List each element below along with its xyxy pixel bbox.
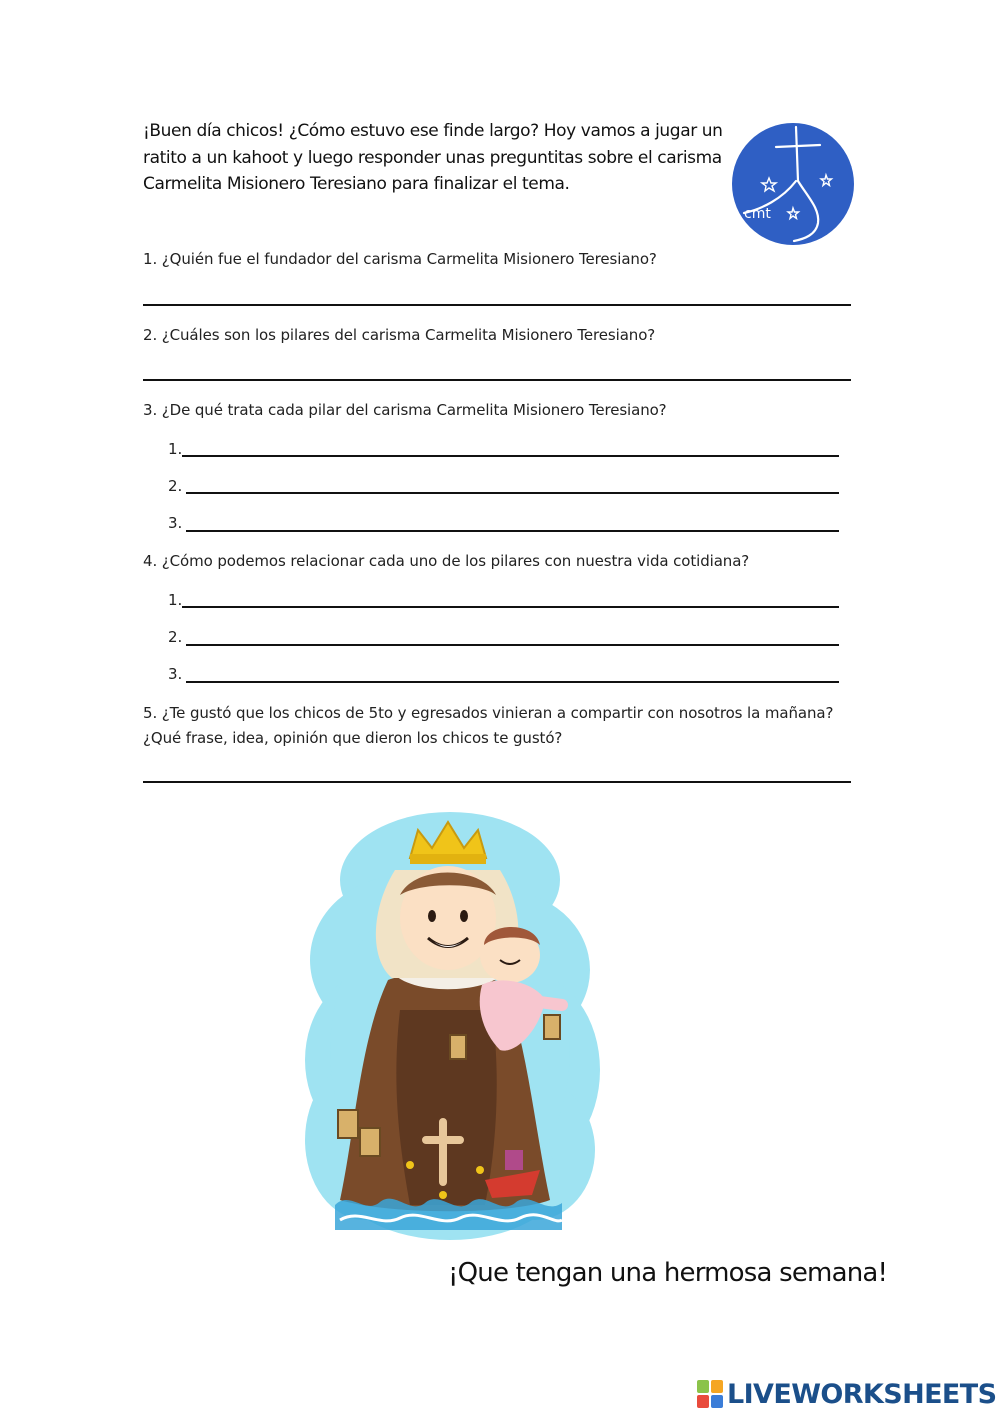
answer-5-line bbox=[143, 781, 851, 783]
cmt-logo-icon bbox=[732, 123, 854, 245]
answer-4-2-line bbox=[186, 644, 839, 646]
intro-line: Carmelita Misionero Teresiano para finalizar el tema. bbox=[143, 174, 570, 194]
sub-number: 1. bbox=[168, 591, 183, 609]
answer-4-3-input[interactable] bbox=[190, 659, 836, 681]
intro-text bbox=[143, 118, 723, 198]
virgin-carmen-illustration-icon bbox=[300, 810, 600, 1260]
sub-number: 1. bbox=[168, 440, 183, 458]
question-4: 4. ¿Cómo podemos relacionar cada uno de los pilares con nuestra vida cotidiana? bbox=[143, 552, 750, 570]
sub-number: 3. bbox=[168, 514, 183, 532]
closing-message: ¡Que tengan una hermosa semana! bbox=[448, 1258, 888, 1288]
question-5-line-2: ¿Qué frase, idea, opinión que dieron los chicos te gustó? bbox=[143, 729, 563, 747]
question-2: 2. ¿Cuáles son los pilares del carisma Carmelita Misionero Teresiano? bbox=[143, 326, 656, 344]
answer-4-1-input[interactable] bbox=[188, 585, 836, 607]
sub-number: 2. bbox=[168, 477, 183, 495]
answer-1-line bbox=[143, 304, 851, 306]
question-1: 1. ¿Quién fue el fundador del carisma Carmelita Misionero Teresiano? bbox=[143, 250, 657, 268]
intro-line: ratito a un kahoot y luego responder unas preguntitas sobre el carisma bbox=[143, 147, 722, 168]
answer-4-3-line bbox=[186, 681, 839, 683]
answer-4-1-line bbox=[182, 606, 839, 608]
answer-4-2-input[interactable] bbox=[190, 622, 836, 644]
logo-text: cmt bbox=[744, 206, 771, 222]
sub-number: 3. bbox=[168, 665, 183, 683]
answer-2-input[interactable] bbox=[146, 357, 846, 379]
question-5: 5. ¿Te gustó que los chicos de 5to y egresados vinieran a compartir con nosotros la mañana? bbox=[143, 704, 834, 722]
liveworksheets-logo-icon bbox=[697, 1380, 723, 1408]
answer-3-3-input[interactable] bbox=[190, 508, 836, 530]
question-3: 3. ¿De qué trata cada pilar del carisma Carmelita Misionero Teresiano? bbox=[143, 401, 667, 419]
answer-3-3-line bbox=[186, 530, 839, 532]
answer-3-2-line bbox=[186, 492, 839, 494]
answer-3-1-input[interactable] bbox=[188, 434, 836, 456]
answer-1-input[interactable] bbox=[146, 282, 846, 304]
answer-2-line bbox=[143, 379, 851, 381]
liveworksheets-watermark bbox=[697, 1378, 996, 1410]
sub-number: 2. bbox=[168, 628, 183, 646]
intro-line: ¡Buen día chicos! ¿Cómo estuvo ese finde largo? Hoy vamos a jugar un bbox=[143, 121, 723, 141]
answer-5-input[interactable] bbox=[146, 759, 846, 781]
watermark-text: LIVEWORKSHEETS bbox=[727, 1378, 997, 1410]
answer-3-2-input[interactable] bbox=[190, 471, 836, 493]
answer-3-1-line bbox=[182, 455, 839, 457]
